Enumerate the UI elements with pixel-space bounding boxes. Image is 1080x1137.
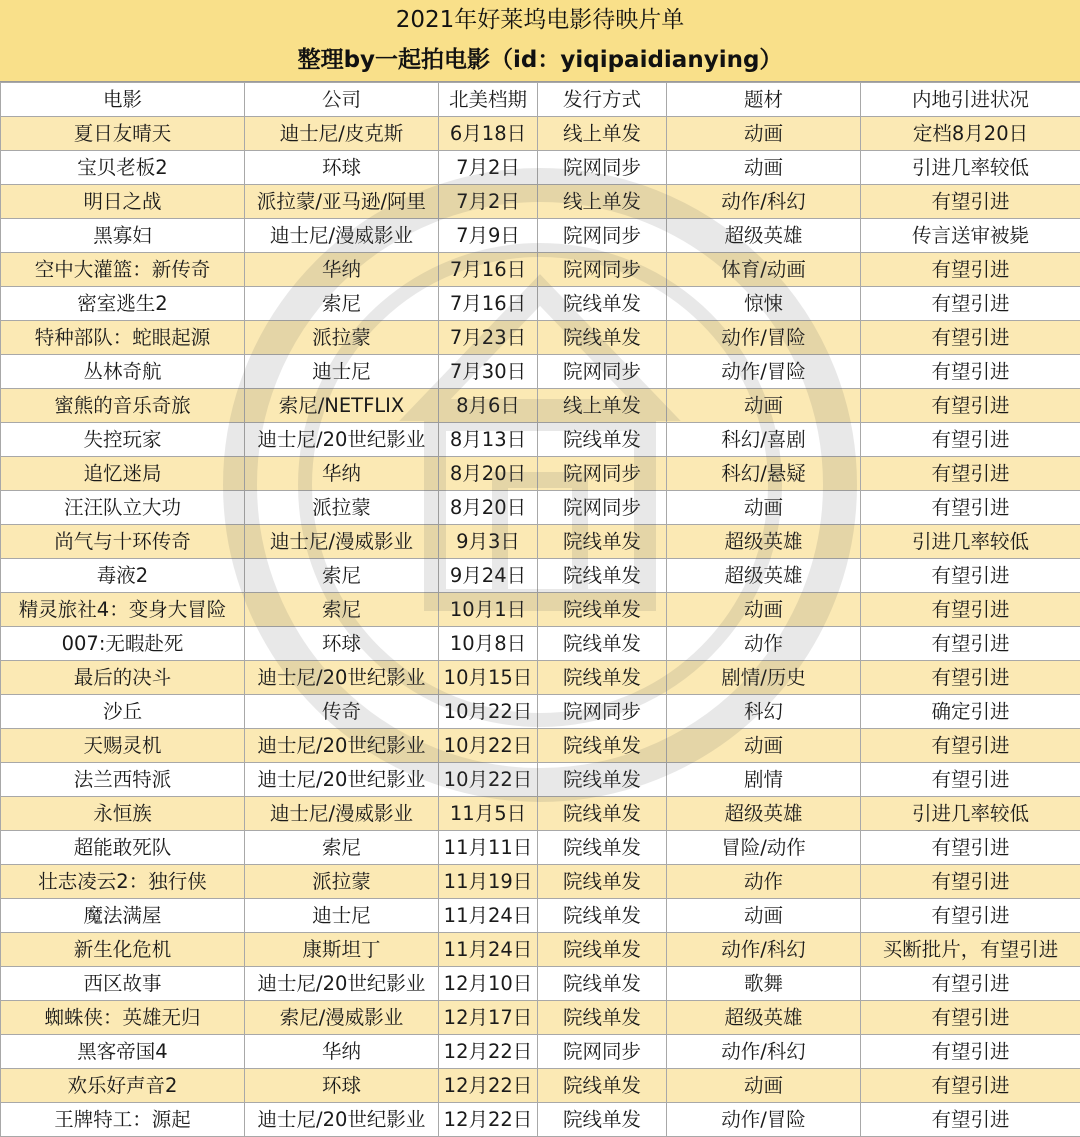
date-cell: 10月22日 <box>439 695 538 729</box>
distribution-cell: 院网同步 <box>538 1035 667 1069</box>
company-cell: 索尼 <box>245 593 439 627</box>
company-cell: 迪士尼/皮克斯 <box>245 117 439 151</box>
movie-cell: 最后的决斗 <box>1 661 245 695</box>
distribution-cell: 院线单发 <box>538 321 667 355</box>
movie-cell: 夏日友晴天 <box>1 117 245 151</box>
status-cell: 有望引进 <box>861 491 1080 525</box>
genre-cell: 动画 <box>667 729 861 763</box>
table-body <box>1 117 1080 1137</box>
date-cell: 12月17日 <box>439 1001 538 1035</box>
movie-cell: 空中大灌篮：新传奇 <box>1 253 245 287</box>
genre-cell: 惊悚 <box>667 287 861 321</box>
genre-cell: 剧情 <box>667 763 861 797</box>
status-cell: 有望引进 <box>861 321 1080 355</box>
date-cell: 10月22日 <box>439 729 538 763</box>
status-cell: 定档8月20日 <box>861 117 1080 151</box>
distribution-cell: 院线单发 <box>538 729 667 763</box>
table-row <box>1 729 1080 763</box>
genre-cell: 动作/冒险 <box>667 355 861 389</box>
status-cell: 有望引进 <box>861 661 1080 695</box>
company-cell: 康斯坦丁 <box>245 933 439 967</box>
movie-cell: 沙丘 <box>1 695 245 729</box>
table-row <box>1 831 1080 865</box>
movie-table <box>0 82 1080 1137</box>
status-cell: 买断批片，有望引进 <box>861 933 1080 967</box>
company-cell: 环球 <box>245 151 439 185</box>
distribution-cell: 线上单发 <box>538 389 667 423</box>
title-block <box>0 0 1080 82</box>
status-cell: 有望引进 <box>861 899 1080 933</box>
column-header-distribution: 发行方式 <box>538 83 667 117</box>
date-cell: 7月16日 <box>439 287 538 321</box>
genre-cell: 科幻/喜剧 <box>667 423 861 457</box>
table-row <box>1 525 1080 559</box>
movie-cell: 汪汪队立大功 <box>1 491 245 525</box>
genre-cell: 动画 <box>667 593 861 627</box>
movie-cell: 明日之战 <box>1 185 245 219</box>
status-cell: 有望引进 <box>861 355 1080 389</box>
date-cell: 7月9日 <box>439 219 538 253</box>
movie-cell: 尚气与十环传奇 <box>1 525 245 559</box>
company-cell: 派拉蒙 <box>245 865 439 899</box>
movie-cell: 007:无暇赴死 <box>1 627 245 661</box>
status-cell: 有望引进 <box>861 1069 1080 1103</box>
date-cell: 11月24日 <box>439 899 538 933</box>
genre-cell: 动画 <box>667 1069 861 1103</box>
company-cell: 索尼 <box>245 559 439 593</box>
movie-cell: 黑寡妇 <box>1 219 245 253</box>
company-cell: 迪士尼/20世纪影业 <box>245 763 439 797</box>
company-cell: 派拉蒙 <box>245 321 439 355</box>
status-cell: 有望引进 <box>861 423 1080 457</box>
distribution-cell: 院线单发 <box>538 899 667 933</box>
date-cell: 11月11日 <box>439 831 538 865</box>
movie-cell: 特种部队：蛇眼起源 <box>1 321 245 355</box>
status-cell: 有望引进 <box>861 559 1080 593</box>
movie-cell: 法兰西特派 <box>1 763 245 797</box>
date-cell: 7月2日 <box>439 151 538 185</box>
table-row <box>1 491 1080 525</box>
date-cell: 9月24日 <box>439 559 538 593</box>
table-row <box>1 1035 1080 1069</box>
column-header-movie: 电影 <box>1 83 245 117</box>
distribution-cell: 院线单发 <box>538 661 667 695</box>
table-row <box>1 1103 1080 1137</box>
table-row <box>1 321 1080 355</box>
table-row <box>1 695 1080 729</box>
movie-cell: 追忆迷局 <box>1 457 245 491</box>
distribution-cell: 院网同步 <box>538 695 667 729</box>
distribution-cell: 院网同步 <box>538 151 667 185</box>
distribution-cell: 院网同步 <box>538 457 667 491</box>
distribution-cell: 院网同步 <box>538 219 667 253</box>
movie-cell: 新生化危机 <box>1 933 245 967</box>
status-cell: 有望引进 <box>861 1035 1080 1069</box>
date-cell: 12月22日 <box>439 1103 538 1137</box>
distribution-cell: 院线单发 <box>538 559 667 593</box>
genre-cell: 科幻 <box>667 695 861 729</box>
status-cell: 有望引进 <box>861 729 1080 763</box>
company-cell: 环球 <box>245 1069 439 1103</box>
company-cell: 传奇 <box>245 695 439 729</box>
status-cell: 有望引进 <box>861 967 1080 1001</box>
table-row <box>1 1069 1080 1103</box>
date-cell: 6月18日 <box>439 117 538 151</box>
date-cell: 8月20日 <box>439 491 538 525</box>
date-cell: 9月3日 <box>439 525 538 559</box>
distribution-cell: 院线单发 <box>538 763 667 797</box>
movie-cell: 失控玩家 <box>1 423 245 457</box>
company-cell: 迪士尼/20世纪影业 <box>245 729 439 763</box>
status-cell: 有望引进 <box>861 287 1080 321</box>
distribution-cell: 线上单发 <box>538 185 667 219</box>
table-row <box>1 253 1080 287</box>
date-cell: 8月6日 <box>439 389 538 423</box>
table-row <box>1 661 1080 695</box>
table-row <box>1 151 1080 185</box>
page-subtitle: 整理by一起拍电影（id：yiqipaidianying） <box>0 40 1080 81</box>
status-cell: 有望引进 <box>861 627 1080 661</box>
status-cell: 有望引进 <box>861 831 1080 865</box>
table-row <box>1 559 1080 593</box>
movie-cell: 西区故事 <box>1 967 245 1001</box>
company-cell: 迪士尼/漫威影业 <box>245 219 439 253</box>
distribution-cell: 院网同步 <box>538 253 667 287</box>
distribution-cell: 院线单发 <box>538 525 667 559</box>
distribution-cell: 院线单发 <box>538 1069 667 1103</box>
table-row <box>1 763 1080 797</box>
table-row <box>1 117 1080 151</box>
genre-cell: 超级英雄 <box>667 559 861 593</box>
genre-cell: 动画 <box>667 491 861 525</box>
column-header-company: 公司 <box>245 83 439 117</box>
genre-cell: 科幻/悬疑 <box>667 457 861 491</box>
table-row <box>1 797 1080 831</box>
movie-cell: 超能敢死队 <box>1 831 245 865</box>
date-cell: 7月2日 <box>439 185 538 219</box>
column-header-genre: 题材 <box>667 83 861 117</box>
genre-cell: 动作/科幻 <box>667 933 861 967</box>
distribution-cell: 院线单发 <box>538 1001 667 1035</box>
table-row <box>1 933 1080 967</box>
movie-cell: 魔法满屋 <box>1 899 245 933</box>
movie-cell: 蜜熊的音乐奇旅 <box>1 389 245 423</box>
company-cell: 迪士尼/20世纪影业 <box>245 423 439 457</box>
company-cell: 索尼 <box>245 287 439 321</box>
distribution-cell: 院线单发 <box>538 797 667 831</box>
status-cell: 确定引进 <box>861 695 1080 729</box>
movie-cell: 永恒族 <box>1 797 245 831</box>
column-header-china-status: 内地引进状况 <box>861 83 1080 117</box>
date-cell: 10月15日 <box>439 661 538 695</box>
distribution-cell: 院网同步 <box>538 491 667 525</box>
table-row <box>1 967 1080 1001</box>
company-cell: 索尼 <box>245 831 439 865</box>
genre-cell: 动作 <box>667 627 861 661</box>
header-row <box>1 83 1080 117</box>
movie-cell: 天赐灵机 <box>1 729 245 763</box>
date-cell: 7月16日 <box>439 253 538 287</box>
distribution-cell: 院网同步 <box>538 355 667 389</box>
date-cell: 12月22日 <box>439 1035 538 1069</box>
genre-cell: 超级英雄 <box>667 1001 861 1035</box>
movie-cell: 精灵旅社4：变身大冒险 <box>1 593 245 627</box>
table-row <box>1 389 1080 423</box>
table-row <box>1 185 1080 219</box>
company-cell: 迪士尼 <box>245 355 439 389</box>
distribution-cell: 院线单发 <box>538 967 667 1001</box>
table-row <box>1 355 1080 389</box>
genre-cell: 动画 <box>667 117 861 151</box>
status-cell: 有望引进 <box>861 1103 1080 1137</box>
table-row <box>1 287 1080 321</box>
table-row <box>1 593 1080 627</box>
date-cell: 7月30日 <box>439 355 538 389</box>
date-cell: 10月1日 <box>439 593 538 627</box>
genre-cell: 动画 <box>667 899 861 933</box>
table-row <box>1 219 1080 253</box>
movie-cell: 欢乐好声音2 <box>1 1069 245 1103</box>
status-cell: 有望引进 <box>861 763 1080 797</box>
company-cell: 环球 <box>245 627 439 661</box>
company-cell: 华纳 <box>245 1035 439 1069</box>
distribution-cell: 院线单发 <box>538 933 667 967</box>
company-cell: 迪士尼/20世纪影业 <box>245 661 439 695</box>
company-cell: 迪士尼/20世纪影业 <box>245 967 439 1001</box>
table-row <box>1 423 1080 457</box>
genre-cell: 动画 <box>667 151 861 185</box>
status-cell: 有望引进 <box>861 389 1080 423</box>
movie-cell: 蜘蛛侠：英雄无归 <box>1 1001 245 1035</box>
status-cell: 有望引进 <box>861 1001 1080 1035</box>
table-row <box>1 899 1080 933</box>
status-cell: 引进几率较低 <box>861 151 1080 185</box>
genre-cell: 动作/科幻 <box>667 185 861 219</box>
genre-cell: 冒险/动作 <box>667 831 861 865</box>
date-cell: 7月23日 <box>439 321 538 355</box>
distribution-cell: 院线单发 <box>538 831 667 865</box>
distribution-cell: 线上单发 <box>538 117 667 151</box>
genre-cell: 剧情/历史 <box>667 661 861 695</box>
company-cell: 迪士尼 <box>245 899 439 933</box>
date-cell: 11月5日 <box>439 797 538 831</box>
status-cell: 有望引进 <box>861 185 1080 219</box>
genre-cell: 动作/冒险 <box>667 321 861 355</box>
column-header-release-date: 北美档期 <box>439 83 538 117</box>
status-cell: 有望引进 <box>861 253 1080 287</box>
table-row <box>1 627 1080 661</box>
table-row <box>1 457 1080 491</box>
table-row <box>1 865 1080 899</box>
company-cell: 索尼/漫威影业 <box>245 1001 439 1035</box>
movie-cell: 壮志凌云2：独行侠 <box>1 865 245 899</box>
company-cell: 索尼/NETFLIX <box>245 389 439 423</box>
company-cell: 派拉蒙 <box>245 491 439 525</box>
date-cell: 12月10日 <box>439 967 538 1001</box>
company-cell: 迪士尼/漫威影业 <box>245 525 439 559</box>
distribution-cell: 院线单发 <box>538 1103 667 1137</box>
status-cell: 有望引进 <box>861 593 1080 627</box>
genre-cell: 超级英雄 <box>667 797 861 831</box>
date-cell: 8月13日 <box>439 423 538 457</box>
genre-cell: 超级英雄 <box>667 219 861 253</box>
movie-cell: 毒液2 <box>1 559 245 593</box>
status-cell: 有望引进 <box>861 865 1080 899</box>
company-cell: 华纳 <box>245 457 439 491</box>
genre-cell: 动作 <box>667 865 861 899</box>
status-cell: 引进几率较低 <box>861 797 1080 831</box>
table-row <box>1 1001 1080 1035</box>
date-cell: 12月22日 <box>439 1069 538 1103</box>
date-cell: 10月22日 <box>439 763 538 797</box>
distribution-cell: 院线单发 <box>538 593 667 627</box>
date-cell: 10月8日 <box>439 627 538 661</box>
date-cell: 8月20日 <box>439 457 538 491</box>
distribution-cell: 院线单发 <box>538 627 667 661</box>
date-cell: 11月24日 <box>439 933 538 967</box>
date-cell: 11月19日 <box>439 865 538 899</box>
distribution-cell: 院线单发 <box>538 865 667 899</box>
genre-cell: 动画 <box>667 389 861 423</box>
company-cell: 华纳 <box>245 253 439 287</box>
page-title: 2021年好莱坞电影待映片单 <box>0 0 1080 40</box>
company-cell: 派拉蒙/亚马逊/阿里 <box>245 185 439 219</box>
movie-cell: 黑客帝国4 <box>1 1035 245 1069</box>
status-cell: 传言送审被毙 <box>861 219 1080 253</box>
movie-cell: 王牌特工：源起 <box>1 1103 245 1137</box>
genre-cell: 体育/动画 <box>667 253 861 287</box>
genre-cell: 歌舞 <box>667 967 861 1001</box>
distribution-cell: 院线单发 <box>538 423 667 457</box>
status-cell: 引进几率较低 <box>861 525 1080 559</box>
status-cell: 有望引进 <box>861 457 1080 491</box>
movie-cell: 宝贝老板2 <box>1 151 245 185</box>
movie-cell: 密室逃生2 <box>1 287 245 321</box>
company-cell: 迪士尼/20世纪影业 <box>245 1103 439 1137</box>
genre-cell: 超级英雄 <box>667 525 861 559</box>
movie-cell: 丛林奇航 <box>1 355 245 389</box>
distribution-cell: 院线单发 <box>538 287 667 321</box>
genre-cell: 动作/冒险 <box>667 1103 861 1137</box>
company-cell: 迪士尼/漫威影业 <box>245 797 439 831</box>
genre-cell: 动作/科幻 <box>667 1035 861 1069</box>
